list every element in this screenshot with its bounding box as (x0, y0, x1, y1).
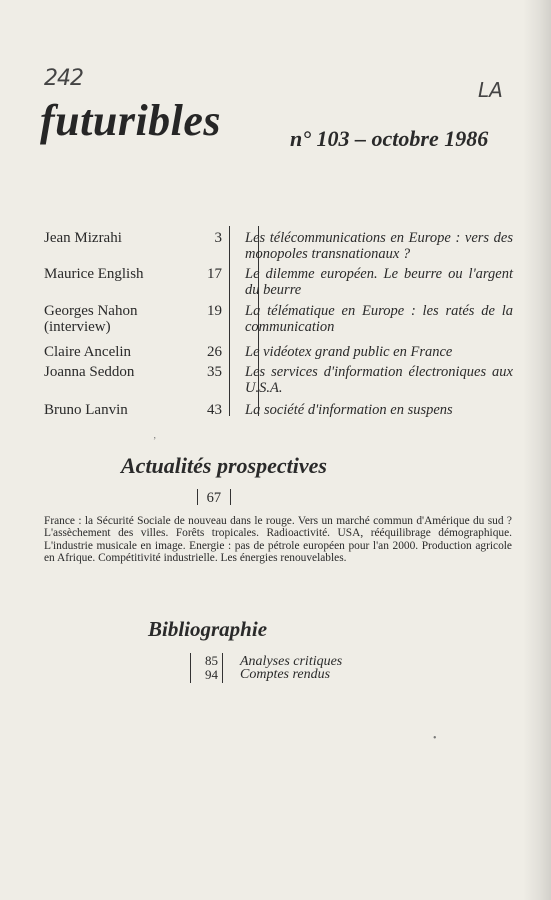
actualites-summary: France : la Sécurité Sociale de nouveau dans le rouge. Vers un marché commun d'Amérique du sud ? L'assèchement des villes. Forêts tropicales. Radioactivité. USA, rééquilibrage démographique. L'industrie musicale en image. Energie : pas de pétrole européen pour l'an 2000. Production agricole en Afrique. Compétitivité industrielle. Les énergies renouvelables. (44, 515, 512, 564)
toc-row (0, 364, 551, 404)
bib-label: Analyses critiques (240, 654, 343, 669)
issue-info: n° 103 – octobre 1986 (290, 126, 489, 151)
toc-author: Maurice English (44, 266, 144, 282)
bib-label: Comptes rendus (240, 667, 331, 682)
toc-row (0, 230, 551, 270)
bib-page: 85 (205, 653, 218, 668)
toc-page: 43 (207, 402, 222, 418)
toc-row (0, 402, 551, 442)
toc-page: 3 (214, 230, 222, 246)
bib-divider-right (222, 653, 223, 683)
toc-title: Les télécommunications en Europe : vers des monopoles transnationaux ? (245, 230, 513, 262)
toc-author: Joanna Seddon (44, 364, 135, 380)
page-bar-left (197, 489, 198, 505)
toc-title: Les services d'information électroniques aux U.S.A. (245, 364, 513, 396)
toc-row (0, 303, 551, 343)
toc-page: 35 (207, 364, 222, 380)
bib-divider-left (190, 653, 191, 683)
actualites-page (197, 489, 231, 507)
toc-title: La télématique en Europe : les ratés de la communication (245, 303, 513, 335)
toc-author: Georges Nahon (interview) (44, 303, 138, 335)
page-bar-right (230, 489, 231, 505)
toc-author: Jean Mizrahi (44, 230, 122, 246)
bibliographie-list (190, 651, 390, 685)
stray-dot: • (433, 733, 437, 744)
section-heading-actualites: Actualités prospectives (121, 453, 327, 478)
actualites-page-number: 67 (206, 490, 222, 506)
toc-page: 26 (207, 344, 222, 360)
magazine-logo: futuribles (40, 96, 222, 145)
toc-page: 19 (207, 303, 222, 319)
page-edge-shadow (523, 0, 551, 900)
toc-page: 17 (207, 266, 222, 282)
bib-page: 94 (205, 667, 218, 682)
handwritten-initials: LA (478, 78, 503, 102)
section-heading-bibliographie: Bibliographie (148, 617, 268, 641)
handwritten-number: 242 (44, 66, 83, 91)
toc-title: Le vidéotex grand public en France (245, 344, 453, 360)
toc-author: Bruno Lanvin (44, 402, 128, 418)
toc-title: Le dilemme européen. Le beurre ou l'argent du beurre (245, 266, 513, 298)
toc-author: Claire Ancelin (44, 344, 132, 360)
toc-row (0, 266, 551, 306)
stray-pencil-mark: ʼ (153, 436, 157, 447)
toc-title: La société d'information en suspens (245, 402, 453, 418)
